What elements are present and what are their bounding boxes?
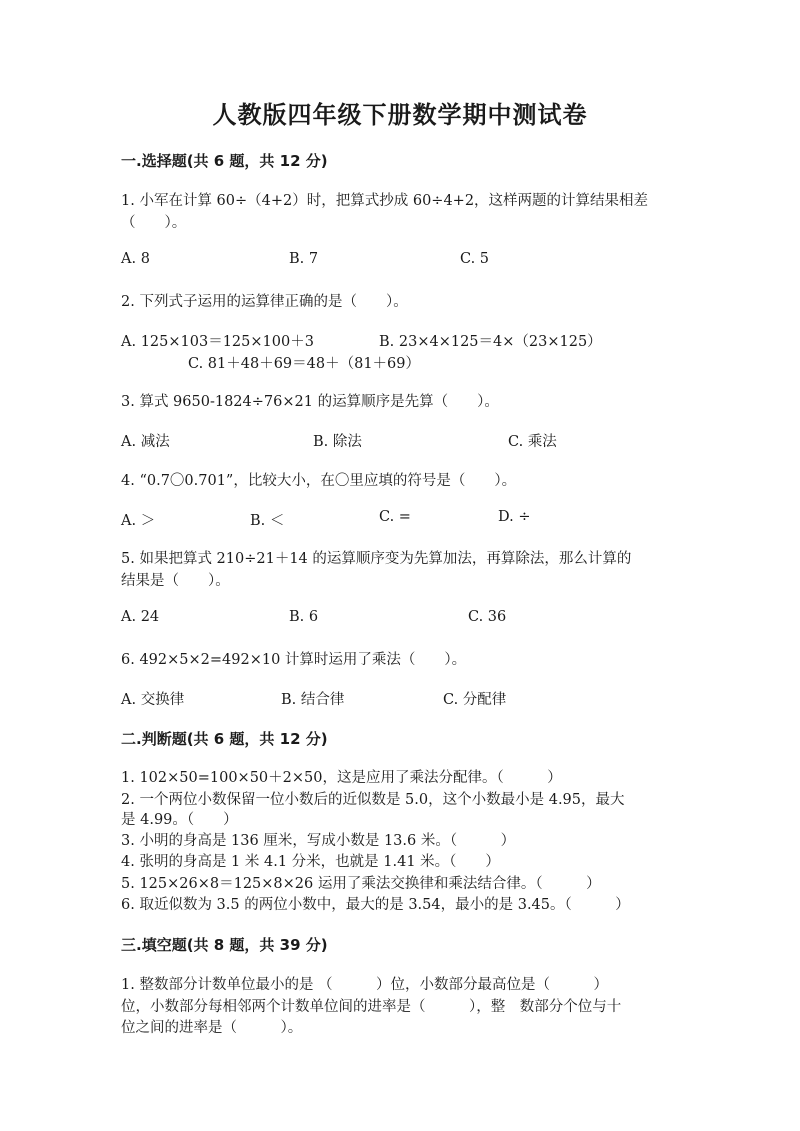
- fill-in-line: 1. 整数部分计数单位最小的是 （ ）位，小数部分最高位是（ ）: [121, 977, 609, 993]
- option-c: C. 5: [460, 251, 490, 267]
- option-a: A. ＞: [121, 513, 156, 529]
- judgement-line: 5. 125×26×8＝125×8×26 运用了乘法交换律和乘法结合律。（ ）: [121, 876, 601, 892]
- option-c: C. 分配律: [443, 692, 507, 708]
- option-b: B. 6: [289, 609, 319, 625]
- option-b: B. ＜: [250, 513, 285, 529]
- question-text: 5. 如果把算式 210÷21＋14 的运算顺序变为先算加法，再算除法，那么计算的: [121, 551, 632, 567]
- option-b: B. 结合律: [281, 692, 345, 708]
- fill-in-line: 位之间的进率是（ ）。: [121, 1020, 303, 1036]
- question-text: 1. 小军在计算 60÷（4+2）时，把算式抄成 60÷4+2，这样两题的计算结果相差: [121, 193, 649, 209]
- option-a: A. 减法: [121, 434, 170, 450]
- option-a: A. 交换律: [121, 692, 185, 708]
- judgement-line: 1. 102×50=100×50＋2×50，这是应用了乘法分配律。（ ）: [121, 770, 562, 786]
- option-c: C. 乘法: [508, 434, 557, 450]
- judgement-line: 4. 张明的身高是 1 米 4.1 分米，也就是 1.41 米。（ ）: [121, 854, 500, 870]
- judgement-line: 6. 取近似数为 3.5 的两位小数中，最大的是 3.54，最小的是 3.45。（ ）: [121, 897, 630, 913]
- question-text: （ ）。: [121, 215, 187, 231]
- option-c: C. =: [379, 509, 411, 525]
- section-heading-fill-in: 三.填空题(共 8 题，共 39 分): [121, 936, 328, 954]
- option-b: B. 除法: [313, 434, 362, 450]
- question-text: 4. “0.7〇0.701”，比较大小，在〇里应填的符号是（ ）。: [121, 473, 517, 489]
- option-a: A. 125×103＝125×100＋3: [121, 334, 314, 350]
- fill-in-line: 位，小数部分每相邻两个计数单位间的进率是（ ），整 数部分个位与十: [121, 999, 622, 1015]
- option-c: C. 81＋48＋69＝48＋（81＋69）: [188, 356, 420, 372]
- option-a: A. 24: [121, 609, 160, 625]
- judgement-line: 2. 一个两位小数保留一位小数后的近似数是 5.0，这个小数最小是 4.95，最大: [121, 792, 625, 808]
- section-heading-choice: 一.选择题(共 6 题，共 12 分): [121, 152, 328, 170]
- question-text: 6. 492×5×2=492×10 计算时运用了乘法（ ）。: [121, 652, 467, 668]
- option-b: B. 7: [289, 251, 319, 267]
- option-b: B. 23×4×125＝4×（23×125）: [379, 334, 602, 350]
- question-text: 2. 下列式子运用的运算律正确的是（ ）。: [121, 294, 408, 310]
- option-c: C. 36: [468, 609, 507, 625]
- question-text: 结果是（ ）。: [121, 573, 230, 589]
- question-text: 3. 算式 9650-1824÷76×21 的运算顺序是先算（ ）。: [121, 394, 499, 410]
- option-a: A. 8: [121, 251, 150, 267]
- section-heading-judgement: 二.判断题(共 6 题，共 12 分): [121, 730, 328, 748]
- page-title: 人教版四年级下册数学期中测试卷: [212, 101, 588, 129]
- option-d: D. ÷: [498, 509, 531, 525]
- judgement-line: 是 4.99。（ ）: [121, 812, 238, 828]
- judgement-line: 3. 小明的身高是 136 厘米，写成小数是 13.6 米。（ ）: [121, 833, 516, 849]
